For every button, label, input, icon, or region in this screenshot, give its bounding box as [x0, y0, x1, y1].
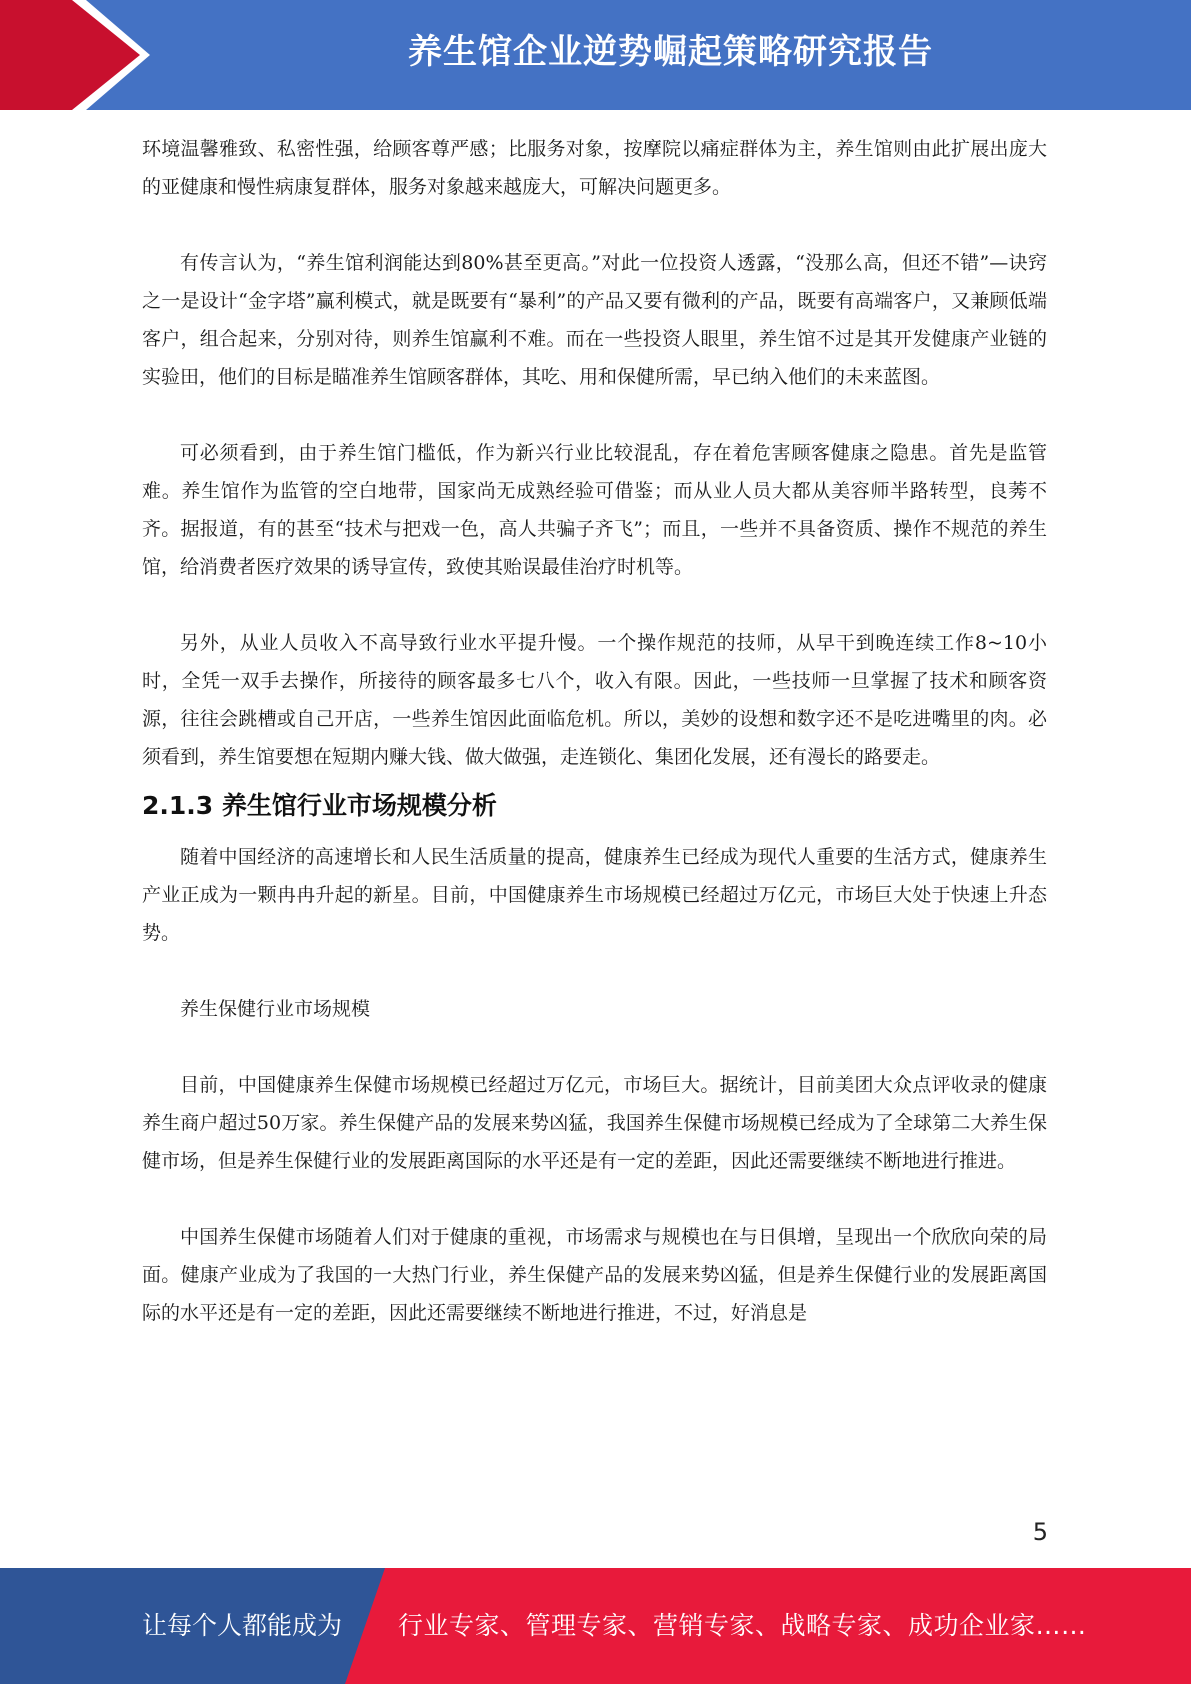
paragraph-staff-income: 另外，从业人员收入不高导致行业水平提升慢。一个操作规范的技师，从早干到晚连续工作8~10小时，全凭一双手去操作，所接待的顾客最多七八个，收入有限。因此，一些技师一旦掌握了技术和顾客资源，往往会跳槽或自己开店，一些养生馆因此面临危机。所以，美妙的设想和数字还不是吃进嘴里的肉。必须看到，养生馆要想在短期内赚大钱、做大做强，走连锁化、集团化发展，还有漫长的路要走。 [142, 632, 1047, 768]
footer-slogan-right: 行业专家、管理专家、营销专家、战略专家、成功企业家…… [398, 1611, 1087, 1640]
page-number: 5 [1032, 1518, 1048, 1546]
header-banner [0, 0, 1191, 110]
paragraph-regulation-risk: 可必须看到，由于养生馆门槛低，作为新兴行业比较混乱，存在着危害顾客健康之隐患。首先是监管难。养生馆作为监管的空白地带，国家尚无成熟经验可借鉴；而从业人员大都从美容师半路转型，良莠不齐。据报道，有的甚至“技术与把戏一色，高人共骗子齐飞”；而且，一些并不具备资质、操作不规范的养生馆，给消费者医疗效果的诱导宣传，致使其贻误最佳治疗时机等。 [142, 442, 1047, 578]
footer-banner [0, 1568, 1191, 1684]
paragraph-market-outlook: 中国养生保健市场随着人们对于健康的重视，市场需求与规模也在与日俱增，呈现出一个欣欣向荣的局面。健康产业成为了我国的一大热门行业，养生保健产品的发展来势凶猛，但是养生保健行业的发展距离国际的水平还是有一定的差距，因此还需要继续不断地进行推进，不过，好消息是 [142, 1226, 1047, 1324]
paragraph-continued: 环境温馨雅致、私密性强，给顾客尊严感；比服务对象，按摩院以痛症群体为主，养生馆则由此扩展出庞大的亚健康和慢性病康复群体，服务对象越来越庞大，可解决问题更多。 [142, 138, 1047, 198]
section-heading: 2.1.3 养生馆行业市场规模分析 [142, 791, 497, 820]
paragraph-market-overview: 随着中国经济的高速增长和人民生活质量的提高，健康养生已经成为现代人重要的生活方式，健康养生产业正成为一颗冉冉升起的新星。目前，中国健康养生市场规模已经超过万亿元，市场巨大处于快速上升态势。 [142, 846, 1047, 944]
paragraph-market-stats: 目前，中国健康养生保健市场规模已经超过万亿元，市场巨大。据统计，目前美团大众点评收录的健康养生商户超过50万家。养生保健产品的发展来势凶猛，我国养生保健市场规模已经成为了全球第二大养生保健市场，但是养生保健行业的发展距离国际的水平还是有一定的差距，因此还需要继续不断地进行推进。 [142, 1074, 1047, 1172]
document-title: 养生馆企业逆势崛起策略研究报告 [408, 32, 933, 72]
footer-slogan-left: 让每个人都能成为 [142, 1611, 343, 1640]
document-body [142, 130, 1047, 1332]
red-chevron-shape [0, 0, 140, 110]
subheading-market-size: 养生保健行业市场规模 [180, 998, 371, 1020]
paragraph-profit-model: 有传言认为，“养生馆利润能达到80%甚至更高。”对此一位投资人透露，“没那么高，但还不错”—诀窍之一是设计“金字塔”赢利模式，就是既要有“暴利”的产品又要有微利的产品，既要有高端客户，又兼顾低端客户，组合起来，分别对待，则养生馆赢利不难。而在一些投资人眼里，养生馆不过是其开发健康产业链的实验田，他们的目标是瞄准养生馆顾客群体，其吃、用和保健所需，早已纳入他们的未来蓝图。 [142, 252, 1047, 388]
